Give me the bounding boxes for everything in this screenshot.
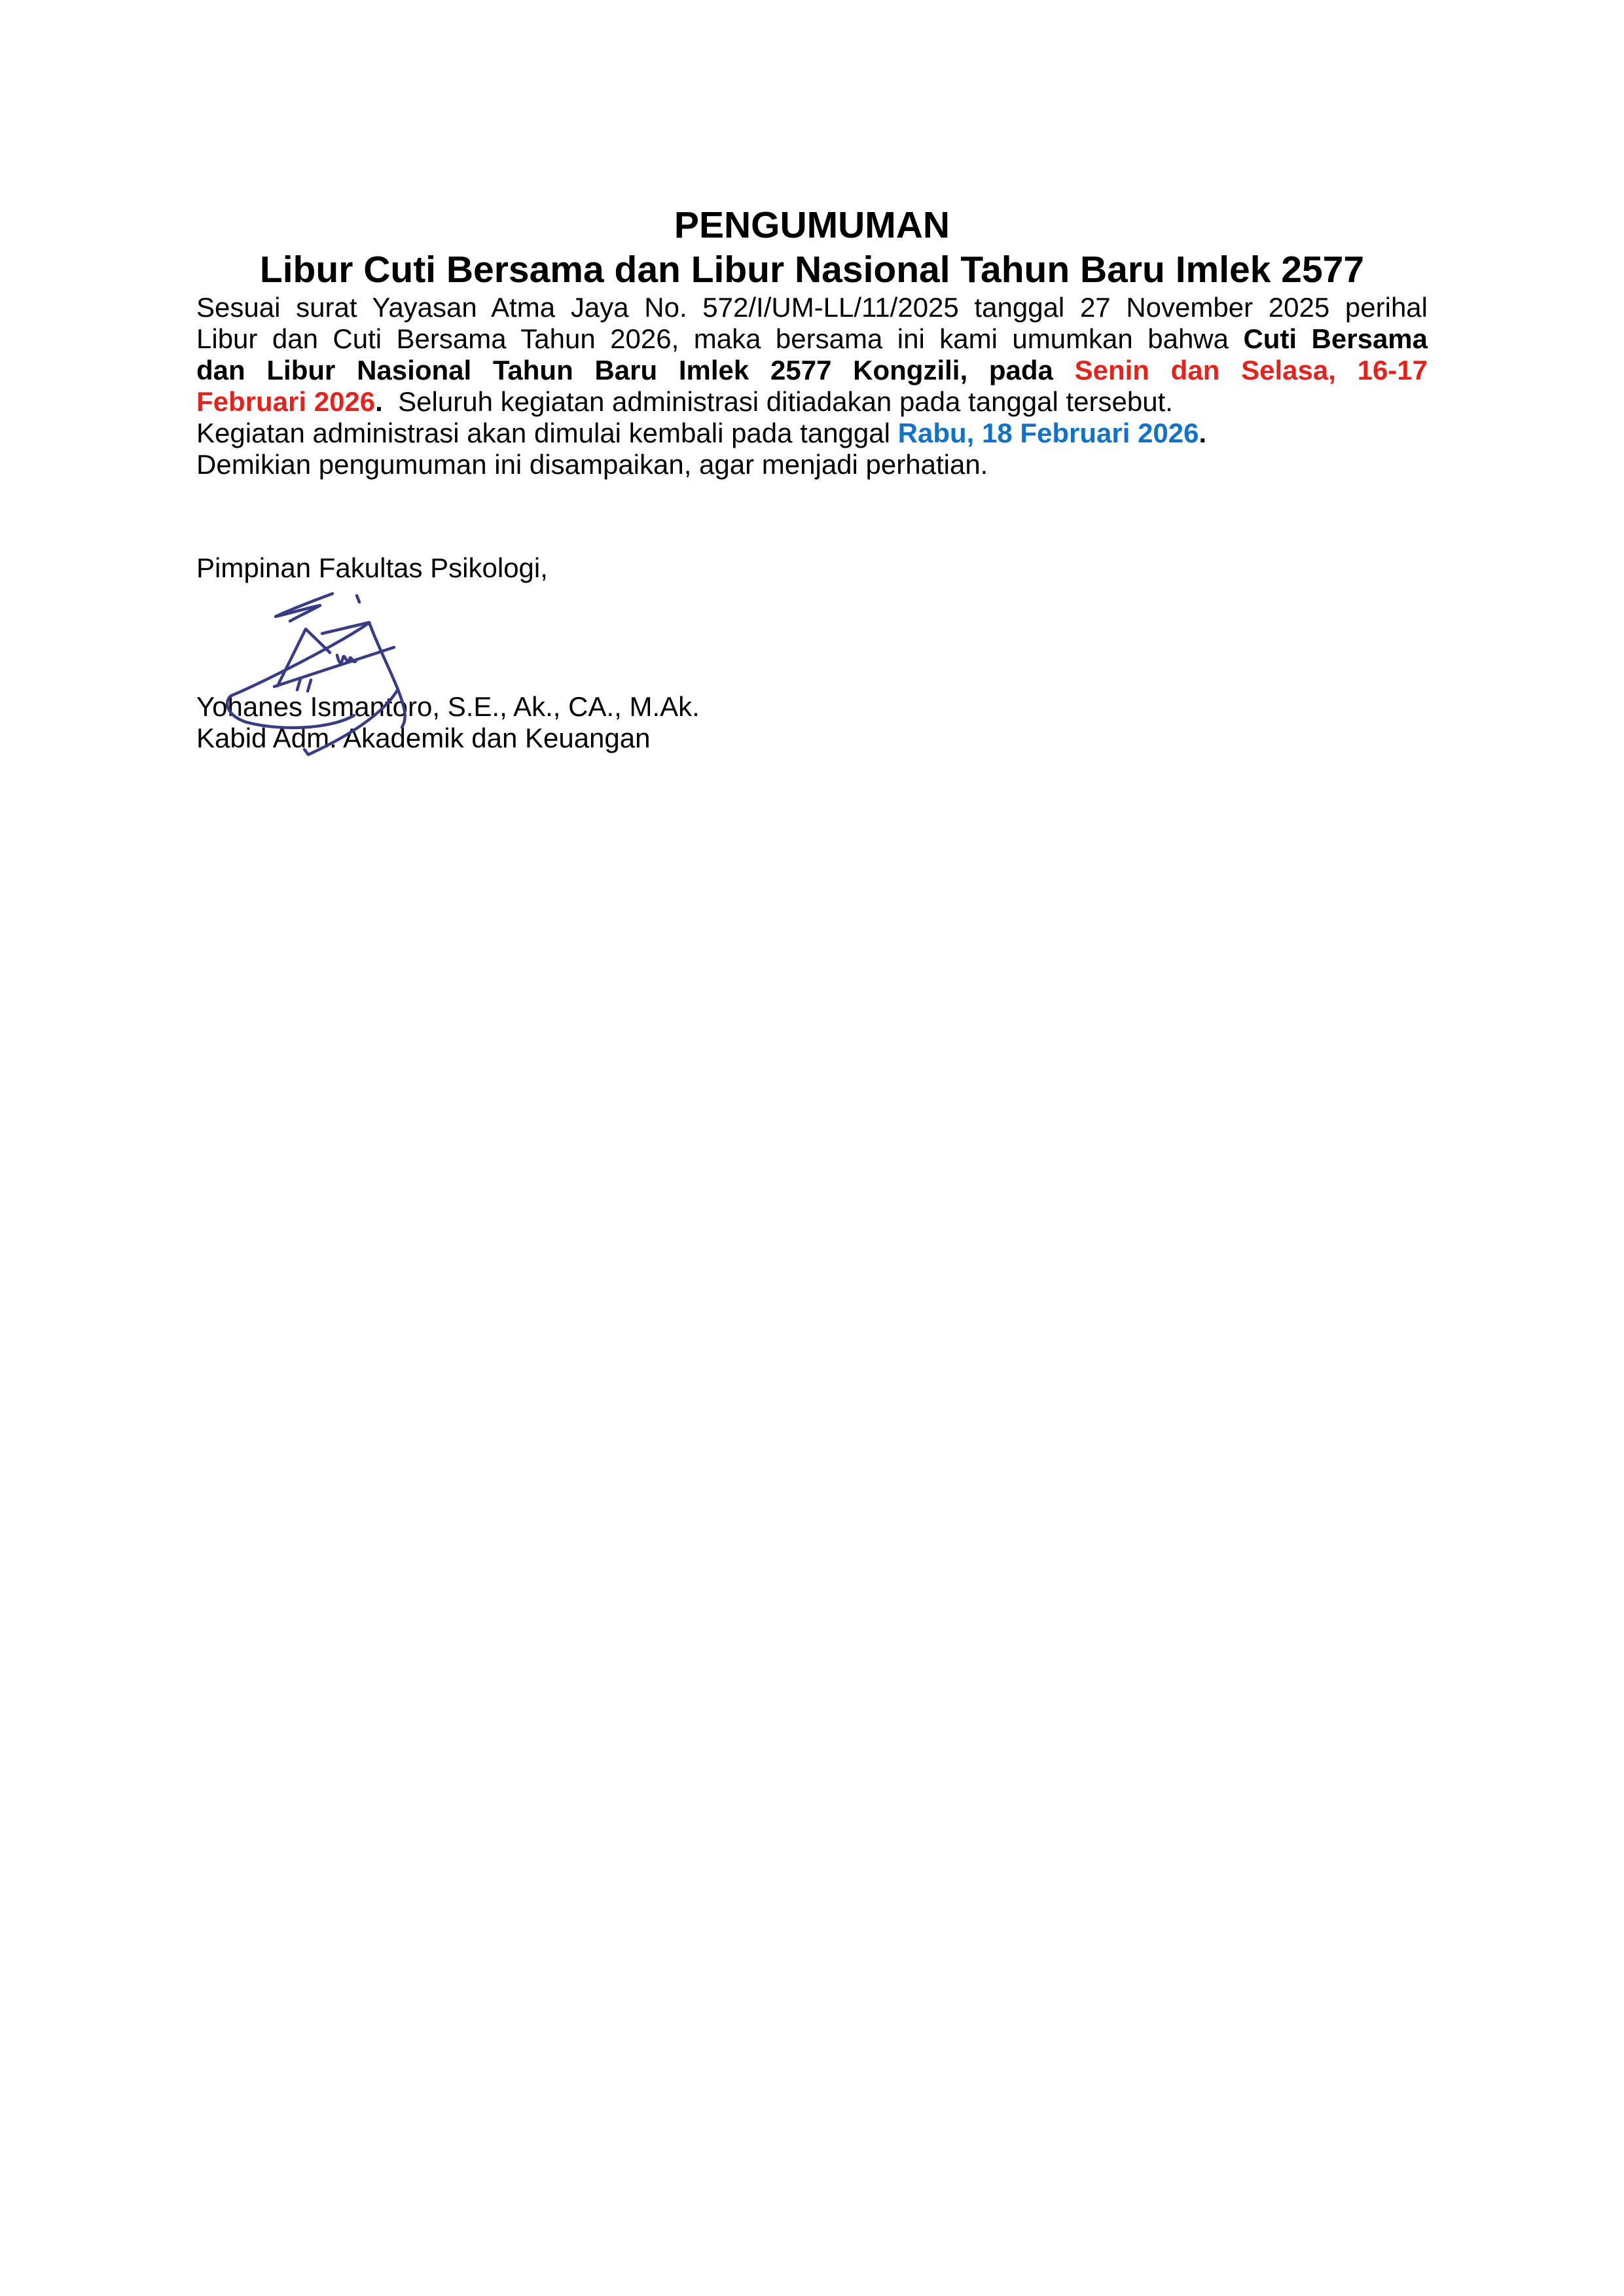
letter-body [196,292,1428,480]
title-line-1: PENGUMUMAN [674,204,950,246]
title-line-2: Libur Cuti Bersama dan Libur Nasional Tahun Baru Imlek 2577 [259,249,1365,291]
body-text: Libur dan Cuti Bersama Tahun 2026, maka bersama ini kami umumkan bahwa [196,323,1244,354]
body-text: Kegiatan administrasi akan dimulai kembali pada tanggal [196,418,898,448]
resume-date-blue-text: Rabu, 18 Februari 2026 [897,418,1199,448]
signatory-name: Yohanes Ismantoro, S.E., Ak., CA., M.Ak. [196,691,700,722]
page-title [196,203,1428,292]
paragraph-closing-note: Demikian pengumuman ini disampaikan, agar menjadi perhatian. [196,449,988,480]
bold-text: . [1199,418,1207,448]
paragraph-opening [196,292,1428,418]
paragraph-line [196,355,1428,386]
signature-area [196,584,1428,691]
body-text: Sesuai surat Yayasan Atma Jaya No. 572/I/UM-LL/11/2025 tanggal 27 November 2025 perihal [196,292,1428,323]
bold-text: Cuti Bersama [1243,323,1428,354]
paragraph-line [196,292,1428,323]
holiday-dates-red-text: Senin dan Selasa, 16-17 [1074,355,1428,386]
bold-text: . [375,386,383,417]
paragraph-line [196,323,1428,355]
signature-block [196,552,1428,754]
paragraph-resume-date [196,418,1428,449]
signatory-role: Kabid Adm. Akademik dan Keuangan [196,723,651,753]
salutation: Pimpinan Fakultas Psikologi, [196,552,548,583]
holiday-dates-red-text: Februari 2026 [196,386,376,417]
paragraph-line [196,386,1428,418]
bold-text: dan Libur Nasional Tahun Baru Imlek 2577 Kongzili, pada [196,355,1075,386]
body-text: Seluruh kegiatan administrasi ditiadakan pada tanggal tersebut. [382,386,1173,417]
